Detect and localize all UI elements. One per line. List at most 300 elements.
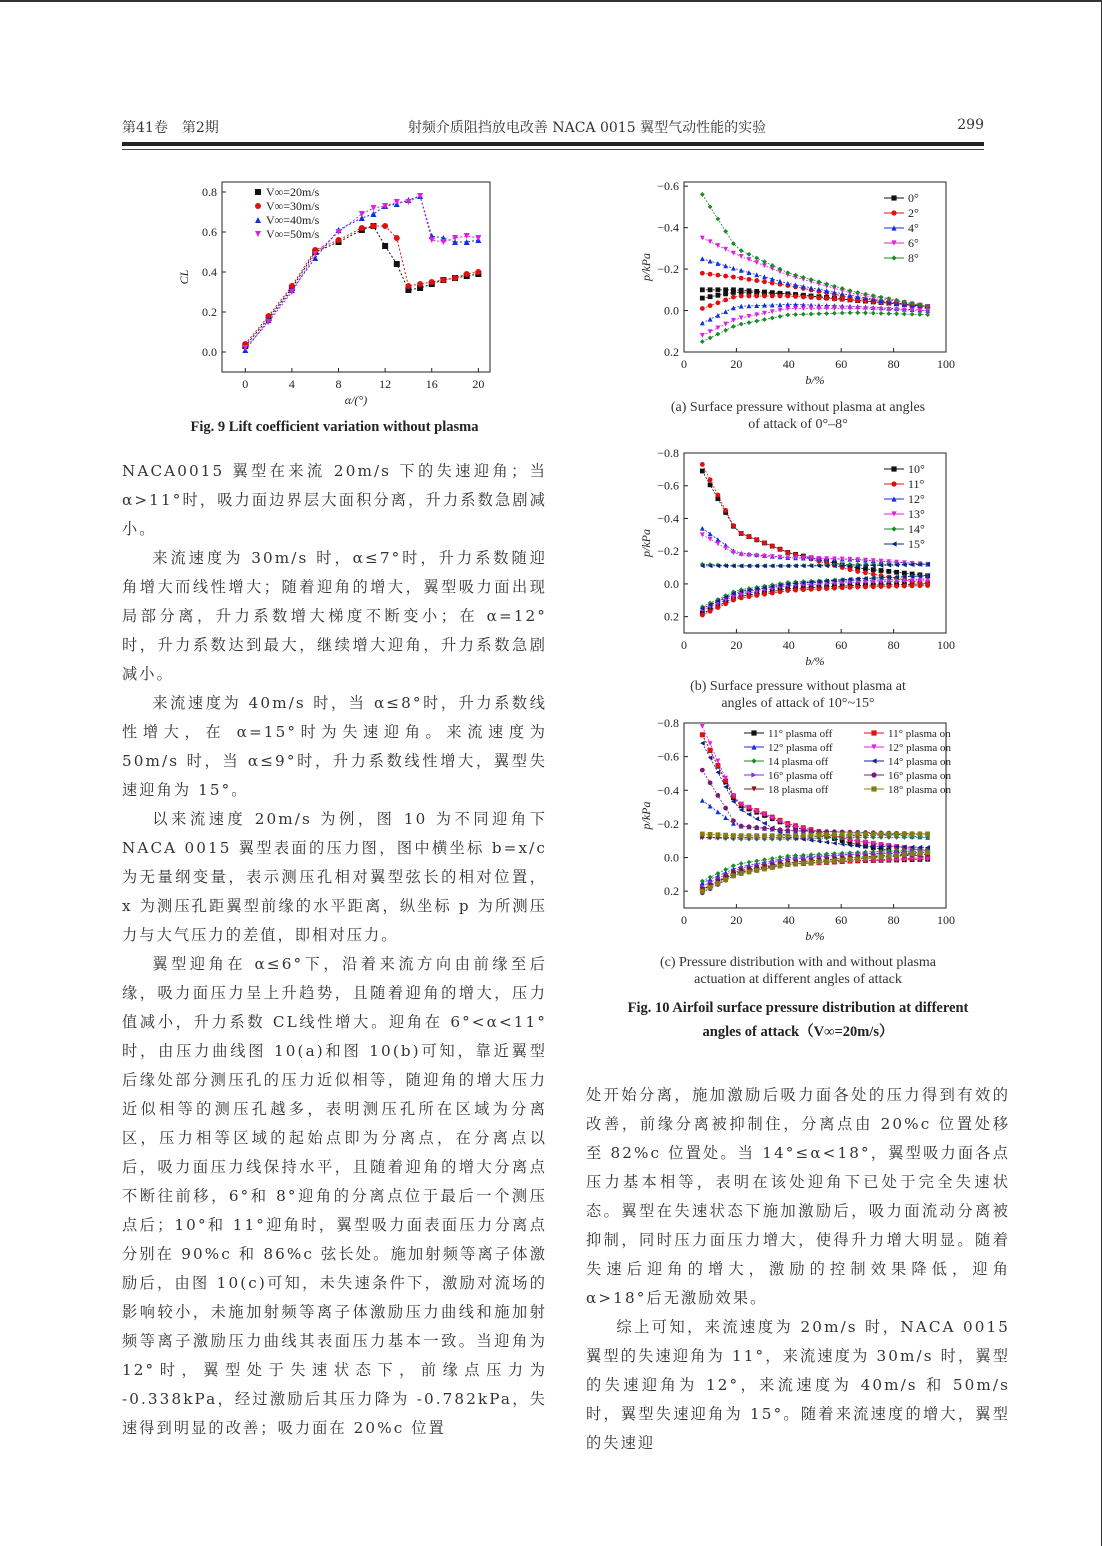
data-point (723, 309, 728, 314)
y-axis-label: p/kPa (639, 253, 653, 281)
data-point (700, 889, 705, 894)
data-point (754, 859, 759, 864)
x-tick-label: 60 (835, 913, 848, 927)
legend-marker (871, 772, 876, 777)
y-tick-label: −0.8 (657, 446, 679, 460)
x-tick-label: 20 (730, 638, 743, 652)
data-point (708, 609, 713, 614)
data-point (708, 204, 713, 209)
data-point (824, 311, 829, 316)
paragraph: 来流速度为 30m/s 时，α≤7°时，升力系数随迎角增大而线性增大；随着迎角的增大，翼型吸力面出现局部分离，升力系数增大梯度不断变小；在 α=12°时，升力系数达到最大，继续增大迎角，升力系数急剧减小。 (122, 549, 547, 683)
data-point (723, 328, 728, 333)
series-line (702, 581, 927, 610)
legend-marker (751, 758, 756, 763)
legend-marker (891, 526, 896, 531)
data-point (840, 585, 845, 590)
legend-label: 13° (908, 507, 925, 521)
data-point (762, 279, 767, 284)
y-axis-label: p/kPa (639, 801, 653, 830)
data-point (762, 826, 767, 831)
data-point (723, 815, 728, 820)
y-tick-label: 0.2 (202, 305, 217, 319)
data-point (739, 824, 744, 829)
data-point (731, 266, 736, 271)
data-point (708, 537, 713, 542)
data-point (762, 541, 767, 546)
data-point (715, 325, 720, 330)
data-point (894, 570, 899, 575)
x-tick-label: 12 (379, 377, 392, 391)
data-point (700, 256, 705, 261)
data-point (715, 537, 720, 542)
data-point (824, 832, 829, 837)
y-tick-label: 0.0 (202, 345, 217, 359)
data-point (894, 832, 899, 837)
data-point (762, 821, 767, 826)
data-point (700, 321, 705, 326)
data-point (832, 832, 837, 837)
y-tick-label: −0.8 (657, 716, 679, 730)
data-point (809, 295, 814, 300)
data-point (855, 310, 860, 315)
series-line (702, 800, 927, 837)
page-number: 299 (957, 117, 984, 133)
legend-label: 14° plasma on (888, 756, 952, 768)
y-tick-label: 0.0 (664, 576, 679, 591)
data-point (855, 832, 860, 837)
data-point (700, 469, 705, 474)
x-tick-label: 16 (425, 377, 438, 391)
data-point (855, 585, 860, 590)
data-point (700, 287, 705, 292)
data-point (871, 567, 876, 572)
data-point (770, 294, 775, 299)
data-point (894, 311, 899, 316)
series-line (702, 849, 927, 881)
data-point (785, 294, 790, 299)
data-point (731, 523, 736, 528)
data-point (747, 252, 752, 257)
legend-marker (891, 210, 896, 215)
data-point (700, 526, 705, 531)
data-point (715, 313, 720, 318)
data-point (793, 312, 798, 317)
x-tick-label: 80 (887, 357, 900, 371)
legend-label: 16° plasma on (888, 770, 952, 782)
legend-label: 8° (908, 251, 919, 265)
data-point (801, 833, 806, 838)
data-point (824, 859, 829, 864)
data-point (700, 339, 705, 344)
data-point (762, 592, 767, 597)
data-point (863, 311, 868, 316)
data-point (382, 243, 388, 249)
series-line (702, 586, 927, 615)
x-axis-label: α/(°) (344, 393, 368, 407)
y-tick-label: −0.4 (657, 511, 679, 526)
data-point (762, 857, 767, 862)
data-point (816, 833, 821, 838)
x-tick-label: 80 (887, 913, 900, 927)
x-tick-label: 20 (730, 913, 743, 927)
data-point (785, 862, 790, 867)
data-point (700, 236, 705, 241)
data-point (879, 568, 884, 573)
data-point (801, 861, 806, 866)
fig10a-caption (586, 399, 1010, 433)
fig10a-caption-line2: of attack of 0°–8° (748, 417, 848, 432)
data-point (429, 279, 435, 285)
legend-label: 16° plasma off (768, 770, 833, 782)
data-point (785, 833, 790, 838)
y-tick-label: −0.6 (657, 749, 679, 764)
legend-label: 12° plasma off (768, 742, 833, 754)
x-tick-label: 40 (782, 638, 795, 652)
data-point (879, 295, 884, 300)
data-point (370, 223, 376, 229)
data-point (840, 311, 845, 316)
data-point (871, 832, 876, 837)
data-point (715, 881, 720, 886)
data-point (708, 875, 713, 880)
data-point (723, 546, 728, 551)
data-point (747, 277, 752, 282)
data-point (708, 482, 713, 487)
data-point (910, 832, 915, 837)
data-point (747, 534, 752, 539)
data-point (816, 287, 821, 292)
data-point (762, 294, 767, 299)
data-point (809, 860, 814, 865)
x-tick-label: 40 (782, 357, 795, 371)
legend-label: 11° plasma off (768, 728, 833, 740)
series-line (702, 859, 927, 889)
legend-label: 6° (908, 236, 919, 250)
running-title: 射频介质阻挡放电改善 NACA 0015 翼型气动性能的实验 (407, 120, 767, 136)
data-point (382, 223, 388, 229)
data-point (731, 873, 736, 878)
data-point (739, 315, 744, 320)
x-tick-label: 0 (681, 638, 687, 652)
data-point (879, 832, 884, 837)
data-point (715, 332, 720, 337)
data-point (902, 584, 907, 589)
data-point (747, 833, 752, 838)
data-point (863, 856, 868, 861)
series-line (702, 576, 927, 607)
x-tick-label: 100 (937, 913, 955, 927)
data-point (394, 261, 400, 267)
data-point (700, 832, 705, 837)
data-point (778, 314, 783, 319)
data-point (809, 587, 814, 592)
data-point (762, 554, 767, 559)
data-point (863, 832, 868, 837)
series-line (702, 853, 927, 883)
data-point (739, 294, 744, 299)
data-point (762, 274, 767, 279)
data-point (809, 312, 814, 317)
y-tick-label: 0.2 (664, 609, 679, 624)
data-point (886, 569, 891, 574)
data-point (731, 275, 736, 280)
data-point (778, 864, 783, 869)
data-point (778, 302, 783, 307)
data-point (708, 294, 713, 299)
data-point (723, 877, 728, 882)
body-text-left-column (122, 457, 547, 1443)
data-point (754, 816, 759, 821)
legend-marker (891, 195, 896, 200)
data-point (754, 833, 759, 838)
data-point (700, 879, 705, 884)
plot-frame (222, 182, 490, 372)
data-point (700, 192, 705, 197)
data-point (747, 824, 752, 829)
data-point (700, 462, 705, 467)
data-point (770, 827, 775, 832)
data-point (770, 277, 775, 282)
data-point (708, 780, 713, 785)
data-point (785, 828, 790, 833)
legend-marker (255, 217, 261, 223)
data-point (754, 294, 759, 299)
data-point (731, 251, 736, 256)
legend-label: 12° (908, 492, 925, 506)
data-point (902, 852, 907, 857)
data-point (848, 297, 853, 302)
data-point (747, 860, 752, 865)
fig10-caption (586, 996, 1010, 1044)
data-point (770, 544, 775, 549)
data-point (723, 322, 728, 327)
legend-label: 0° (908, 191, 919, 205)
data-point (793, 294, 798, 299)
data-point (840, 306, 845, 311)
data-point (886, 584, 891, 589)
x-axis-label: b/% (805, 929, 825, 943)
legend-label: V∞=20m/s (266, 185, 320, 199)
data-point (886, 832, 891, 837)
data-point (723, 806, 728, 811)
data-point (747, 294, 752, 299)
y-tick-label: −0.4 (657, 220, 679, 235)
x-tick-label: 4 (288, 377, 295, 391)
data-point (723, 508, 728, 513)
data-point (370, 211, 376, 217)
paragraph: 处开始分离，施加激励后吸力面各处的压力得到有效的改善，前缘分离被抑制住，分离点由 20%c 位置处移至 82%c 位置处。当 14°≤α<18°，翼型吸力面各点压力基本相等，表明在该处迎角下已处于完全失速状态。翼型在失速状态下施加激励后，吸力面流动分离被抑制，同时压力面压力增大，使得升力增大明显。随着失速后迎角的增大，激励的控制效果降低，迎角 α>18°后无激励效果。 (586, 1086, 1010, 1307)
series-line (702, 834, 927, 837)
data-point (700, 724, 705, 729)
data-point (863, 570, 868, 575)
legend-marker (891, 481, 896, 486)
data-point (848, 310, 853, 315)
x-tick-label: 100 (937, 638, 955, 652)
data-point (359, 225, 365, 231)
data-point (925, 832, 930, 837)
data-point (739, 268, 744, 273)
series-line (702, 853, 927, 890)
data-point (910, 583, 915, 588)
x-tick-label: 8 (335, 377, 342, 391)
plot-frame (684, 182, 946, 352)
data-point (754, 260, 759, 265)
data-point (778, 294, 783, 299)
x-tick-label: 80 (887, 638, 900, 652)
data-point (715, 493, 720, 498)
data-point (700, 271, 705, 276)
data-point (715, 832, 720, 837)
data-point (848, 832, 853, 837)
y-tick-label: −0.6 (657, 478, 679, 493)
data-point (370, 205, 376, 211)
data-point (917, 312, 922, 317)
data-point (452, 275, 458, 281)
x-tick-label: 60 (835, 638, 848, 652)
data-point (809, 833, 814, 838)
data-point (902, 312, 907, 317)
data-point (840, 297, 845, 302)
data-point (394, 199, 400, 205)
data-point (832, 311, 837, 316)
data-point (731, 318, 736, 323)
legend-label: 14 plasma off (768, 756, 829, 768)
legend-marker (891, 541, 896, 546)
legend-marker (751, 730, 756, 735)
data-point (715, 243, 720, 248)
data-point (731, 290, 736, 295)
data-point (708, 272, 713, 277)
data-point (925, 850, 930, 855)
data-point (917, 832, 922, 837)
data-point (715, 261, 720, 266)
data-point (405, 283, 411, 289)
data-point (394, 235, 400, 241)
legend-marker (871, 786, 876, 791)
data-point (739, 531, 744, 536)
series-line (702, 313, 927, 342)
paragraph: 以来流速度 20m/s 为例，图 10 为不同迎角下 NACA 0015 翼型表面的压力图，图中横坐标 b=x/c 为无量纲变量，表示测压孔相对翼型弦长的相对位置，x 为测压孔距翼型前缘的水平距离，纵坐标 p 为所测压力与大气压力的差值，即相对压力。 (122, 810, 547, 944)
legend-label: 10° (908, 462, 925, 476)
data-point (770, 591, 775, 596)
legend-marker (255, 189, 261, 195)
data-point (754, 537, 759, 542)
data-point (715, 758, 720, 763)
data-point (739, 254, 744, 259)
data-point (879, 854, 884, 859)
data-point (708, 748, 713, 753)
data-point (886, 854, 891, 859)
header-rule-thick (122, 142, 984, 146)
data-point (731, 324, 736, 329)
data-point (739, 871, 744, 876)
legend-label: V∞=50m/s (266, 227, 320, 241)
data-point (715, 605, 720, 610)
data-point (708, 741, 713, 746)
data-point (778, 827, 783, 832)
series-line (702, 584, 927, 613)
data-point (708, 335, 713, 340)
legend-label: 18 plasma off (768, 784, 829, 796)
data-point (855, 290, 860, 295)
paragraph: 来流速度为 40m/s 时，当 α≤8°时，升力系数线性增大，在 α=15°时为失速迎角。来流速度为 50m/s 时，当 α≤9°时，升力系数线性增大，翼型失速迎角为 15°。 (122, 694, 547, 799)
data-point (871, 311, 876, 316)
legend-label: 4° (908, 221, 919, 235)
data-point (715, 809, 720, 814)
y-tick-label: 0.8 (202, 185, 217, 199)
data-point (715, 293, 720, 298)
data-point (715, 300, 720, 305)
y-tick-label: −0.6 (657, 179, 679, 194)
data-point (785, 550, 790, 555)
legend-marker (891, 255, 896, 260)
paragraph: 综上可知，来流速度为 20m/s 时，NACA 0015 翼型的失速迎角为 11°，来流速度为 30m/s 时，翼型的失速迎角为 12°，来流速度为 40m/s 和 50m/s 时，翼型失速迎角为 15°。随着来流速度的增大，翼型的失速迎 (586, 1318, 1010, 1452)
data-point (440, 277, 446, 283)
x-tick-label: 100 (937, 357, 955, 371)
data-point (848, 288, 853, 293)
data-point (708, 287, 713, 292)
series-line (702, 859, 927, 889)
data-point (832, 306, 837, 311)
data-point (700, 306, 705, 311)
data-point (824, 840, 829, 845)
data-point (855, 569, 860, 574)
data-point (700, 768, 705, 773)
x-tick-label: 40 (782, 913, 795, 927)
data-point (809, 285, 814, 290)
data-point (824, 282, 829, 287)
data-point (723, 229, 728, 234)
data-point (793, 833, 798, 838)
data-point (336, 237, 342, 243)
data-point (708, 885, 713, 890)
data-point (832, 284, 837, 289)
data-point (770, 865, 775, 870)
data-point (832, 586, 837, 591)
data-point (816, 587, 821, 592)
data-point (700, 613, 705, 618)
fig10a-pressure-chart (630, 170, 970, 395)
x-tick-label: 20 (472, 377, 485, 391)
data-point (747, 303, 752, 308)
data-point (778, 833, 783, 838)
data-point (778, 547, 783, 552)
series-line (702, 858, 927, 890)
data-point (832, 297, 837, 302)
data-point (778, 279, 783, 284)
data-point (708, 832, 713, 837)
data-point (723, 298, 728, 303)
data-point (902, 832, 907, 837)
y-axis-label: p/kPa (639, 529, 653, 557)
y-tick-label: 0.0 (664, 850, 679, 865)
data-point (723, 867, 728, 872)
body-text-right-column (586, 1081, 1010, 1458)
fig10c-pressure-chart (630, 715, 970, 950)
data-point (708, 259, 713, 264)
data-point (879, 311, 884, 316)
data-point (785, 302, 790, 307)
data-point (871, 584, 876, 589)
fig10-caption-line2: angles of attack（V∞=20m/s） (702, 1024, 894, 1040)
data-point (832, 841, 837, 846)
data-point (754, 825, 759, 830)
data-point (739, 304, 744, 309)
data-point (754, 272, 759, 277)
data-point (700, 741, 705, 746)
data-point (700, 333, 705, 338)
data-point (824, 586, 829, 591)
